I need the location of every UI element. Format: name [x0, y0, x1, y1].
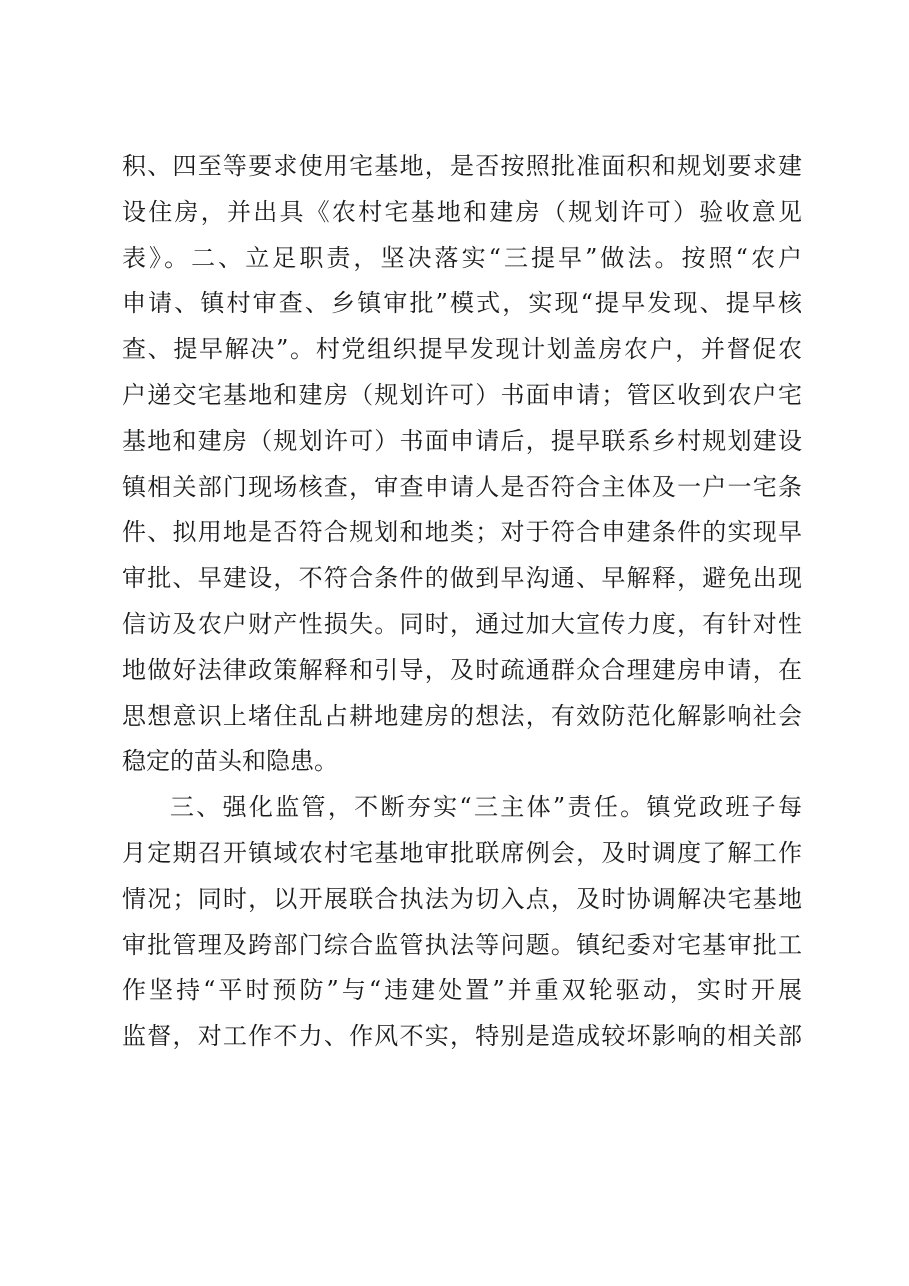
text-line: 基地和建房（规划许可）书面申请后，提早联系乡村规划建设	[122, 426, 802, 455]
text-line: 件、拟用地是否符合规划和地类；对于符合申建条件的实现早	[122, 518, 802, 547]
text-line: 三、强化监管，不断夯实“三主体”责任。镇党政班子每	[170, 793, 802, 822]
text-line: 地做好法律政策解释和引导，及时疏通群众合理建房申请，在	[122, 655, 802, 684]
text-line: 审批、早建设，不符合条件的做到早沟通、早解释，避免出现	[122, 564, 802, 593]
text-line: 情况；同时，以开展联合执法为切入点，及时协调解决宅基地	[122, 884, 802, 913]
text-line: 信访及农户财产性损失。同时，通过加大宣传力度，有针对性	[122, 609, 802, 638]
text-line: 积、四至等要求使用宅基地，是否按照批准面积和规划要求建	[122, 152, 802, 180]
text-line: 镇相关部门现场核查，审查申请人是否符合主体及一户一宅条	[122, 472, 802, 501]
text-line: 申请、镇村审查、乡镇审批”模式，实现“提早发现、提早核	[122, 289, 802, 318]
text-line: 思想意识上堵住乱占耕地建房的想法，有效防范化解影响社会	[122, 701, 802, 730]
text-line: 监督，对工作不力、作风不实，特别是造成较坏影响的相关部	[122, 1022, 802, 1051]
text-line: 设住房，并出具《农村宅基地和建房（规划许可）验收意见	[122, 197, 802, 226]
text-line: 作坚持“平时预防”与“违建处置”并重双轮驱动，实时开展	[122, 976, 802, 1005]
text-line: 查、提早解决”。村党组织提早发现计划盖房农户，并督促农	[122, 335, 802, 364]
text-line: 户递交宅基地和建房（规划许可）书面申请；管区收到农户宅	[122, 380, 802, 409]
text-line: 表》。二、立足职责，坚决落实“三提早”做法。按照“农户	[122, 243, 802, 272]
text-line: 稳定的苗头和隐患。	[122, 747, 338, 776]
text-line: 审批管理及跨部门综合监管执法等问题。镇纪委对宅基审批工	[122, 930, 802, 959]
text-line: 月定期召开镇域农村宅基地审批联席例会，及时调度了解工作	[122, 838, 802, 867]
body-text	[122, 144, 802, 1060]
